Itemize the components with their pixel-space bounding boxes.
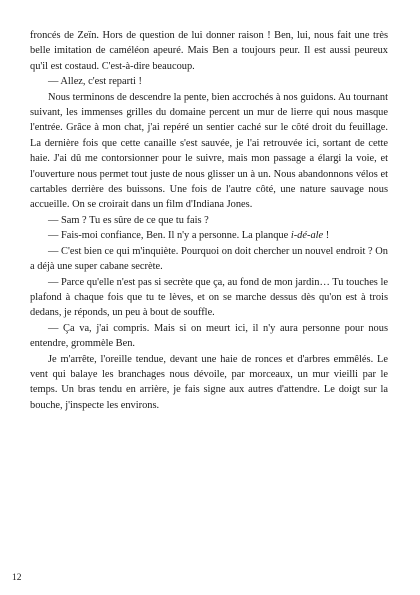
dialogue-line: — Allez, c'est reparti ! [48, 76, 142, 88]
dialogue-end: ! [323, 230, 330, 242]
dialogue-text: — Fais-moi confiance, Ben. Il n'y a personne. La planque [48, 230, 289, 242]
paragraph: Nous terminons de descendre la pente, bien accrochés à nos guidons. Au tournant suivant, les immenses grilles du domaine percent un mur de lierre qui nous masque l'entrée. Grâce à mon chat, j'ai repéré un sentier caché sur le côté droit du feuillage. La dernière fois que cette canaille s'est sauvée, je l'ai retrouvée ici, sortant de cette haie. J'ai dû me contorsionner pour le suivre, mais mon passage a élargi la voie, et l'ouverture nous permet tout juste de nous glisser un à un. Nous abandonnons vélos et cartables derrière des buissons. Une fois de l'autre côté, une nature sauvage nous accueille. On se croirait dans un film d'Indiana Jones. [30, 91, 388, 211]
paragraph: Je m'arrête, l'oreille tendue, devant une haie de ronces et d'arbres emmêlés. Le vent qui balaye les branchages nous dévoile, par morceaux, un mur vieilli par le temps. Un bras tendu en arrière, je fais signe aux autres d'attendre. Le doigt sur la bouche, j'inspecte les environs. [30, 353, 388, 411]
dialogue-line: — C'est bien ce qui m'inquiète. Pourquoi on doit chercher un nouvel endroit ? On a déjà une super cabane secrète. [30, 245, 388, 273]
dialogue-line: — Ça va, j'ai compris. Mais si on meurt ici, il n'y aura personne pour nous entendre, grommèle Ben. [30, 322, 388, 350]
dialogue-line [30, 228, 388, 243]
dialogue-line: — Sam ? Tu es sûre de ce que tu fais ? [48, 214, 209, 226]
page-number: 12 [12, 573, 22, 583]
emphasized-word: i-dé-ale [290, 230, 324, 242]
paragraph: froncés de Zeïn. Hors de question de lui donner raison ! Ben, lui, nous fait une très belle imitation de caméléon apeuré. Mais Ben a toujours peur. Il est aussi peureux qu'il est costaud. C'est-à-dire beaucoup. [30, 30, 388, 72]
dialogue-line: — Parce qu'elle n'est pas si secrète que ça, au fond de mon jardin… Tu touches le plafond à chaque fois que tu te lèves, et on se marche dessus dès qu'on est à trois dedans, je réponds, un peu à bout de souffle. [30, 276, 388, 319]
book-page-text [30, 28, 388, 413]
